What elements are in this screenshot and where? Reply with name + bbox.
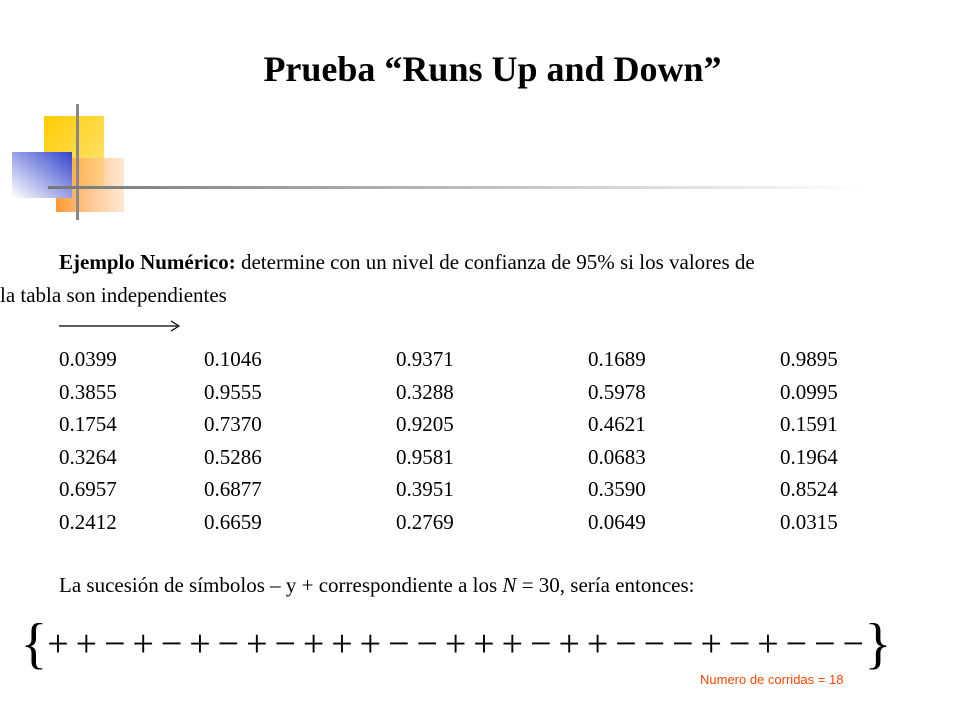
intro-text-line1: determine con un nivel de confianza de 95% si los valores de (235, 250, 755, 274)
table-cell: 0.6957 (59, 477, 117, 502)
plus-symbol: + (501, 623, 524, 665)
minus-symbol: − (416, 623, 438, 665)
minus-symbol: − (217, 623, 240, 665)
table-cell: 0.3264 (59, 444, 117, 469)
table-cell: 0.3951 (396, 477, 454, 502)
table-cell: 0.0399 (59, 347, 117, 371)
conclusion-before: La sucesión de símbolos – y + correspondiente a los (59, 573, 503, 597)
table-cell: 0.0315 (780, 509, 838, 534)
minus-symbol: − (785, 623, 808, 665)
table-cell: 0.1964 (780, 444, 838, 469)
table-cell: 0.3288 (396, 379, 454, 404)
vertical-line (76, 104, 79, 220)
table-cell: 0.9205 (396, 412, 454, 437)
conclusion-variable: N (502, 573, 517, 597)
table-cell: 0.3855 (59, 379, 117, 404)
plus-symbol: + (473, 623, 495, 665)
conclusion-after: = 30, sería entonces: (516, 573, 695, 597)
plus-symbol: + (331, 623, 353, 665)
minus-symbol: − (814, 623, 836, 665)
table-cell: 0.8524 (780, 477, 838, 502)
table-cell: 0.6659 (204, 509, 262, 534)
plus-symbol: + (444, 623, 467, 665)
minus-symbol: − (530, 623, 552, 665)
right-arrow-icon (59, 320, 183, 332)
table-cell: 0.1754 (59, 412, 117, 437)
table-cell: 0.9895 (780, 347, 838, 371)
table-cell: 0.4621 (588, 412, 646, 437)
plus-symbol: + (586, 623, 609, 665)
close-brace: } (864, 613, 892, 670)
minus-symbol: − (388, 623, 410, 665)
plus-symbol: + (246, 623, 268, 665)
plus-symbol: + (132, 623, 154, 665)
horizontal-rule (48, 186, 868, 189)
open-brace: { (20, 613, 48, 670)
intro-label: Ejemplo Numérico: (59, 250, 236, 274)
table-cell: 0.5978 (588, 379, 646, 404)
runs-count-note: Numero de corridas = 18 (700, 672, 844, 687)
plus-symbol: + (700, 623, 722, 665)
table-cell: 0.1689 (588, 347, 646, 371)
table-cell: 0.9371 (396, 347, 454, 371)
minus-symbol: − (842, 623, 864, 665)
plus-symbol: + (47, 623, 69, 665)
symbol-sequence (18, 610, 898, 670)
plus-symbol: + (75, 623, 98, 665)
minus-symbol: − (104, 623, 126, 665)
table-cell: 0.1046 (204, 347, 262, 371)
table-cell: 0.2769 (396, 509, 454, 534)
minus-symbol: − (672, 623, 694, 665)
table-cell: 0.2412 (59, 509, 117, 534)
minus-symbol: − (643, 623, 666, 665)
plus-symbol: + (558, 623, 580, 665)
intro-text-line2: la tabla son independientes (0, 283, 227, 307)
blue-square (12, 152, 72, 198)
table-cell: 0.5286 (204, 444, 262, 469)
intro-paragraph (0, 246, 955, 312)
conclusion-text (59, 570, 694, 600)
minus-symbol: − (274, 623, 296, 665)
table-cell: 0.0683 (588, 444, 646, 469)
minus-symbol: − (160, 623, 183, 665)
table-cell: 0.9581 (396, 444, 454, 469)
slide-title: Prueba “Runs Up and Down” (263, 49, 722, 89)
table-cell: 0.0995 (780, 379, 838, 404)
minus-symbol: − (728, 623, 751, 665)
plus-symbol: + (189, 623, 211, 665)
table-cell: 0.3590 (588, 477, 646, 502)
plus-symbol: + (359, 623, 382, 665)
plus-symbol: + (302, 623, 325, 665)
table-cell: 0.1591 (780, 412, 838, 437)
decorative-squares (0, 0, 900, 230)
table-cell: 0.0649 (588, 509, 646, 534)
table-cell: 0.6877 (204, 477, 262, 502)
plus-symbol: + (757, 623, 779, 665)
minus-symbol: − (615, 623, 637, 665)
table-cell: 0.7370 (204, 412, 262, 437)
table-cell: 0.9555 (204, 379, 262, 404)
